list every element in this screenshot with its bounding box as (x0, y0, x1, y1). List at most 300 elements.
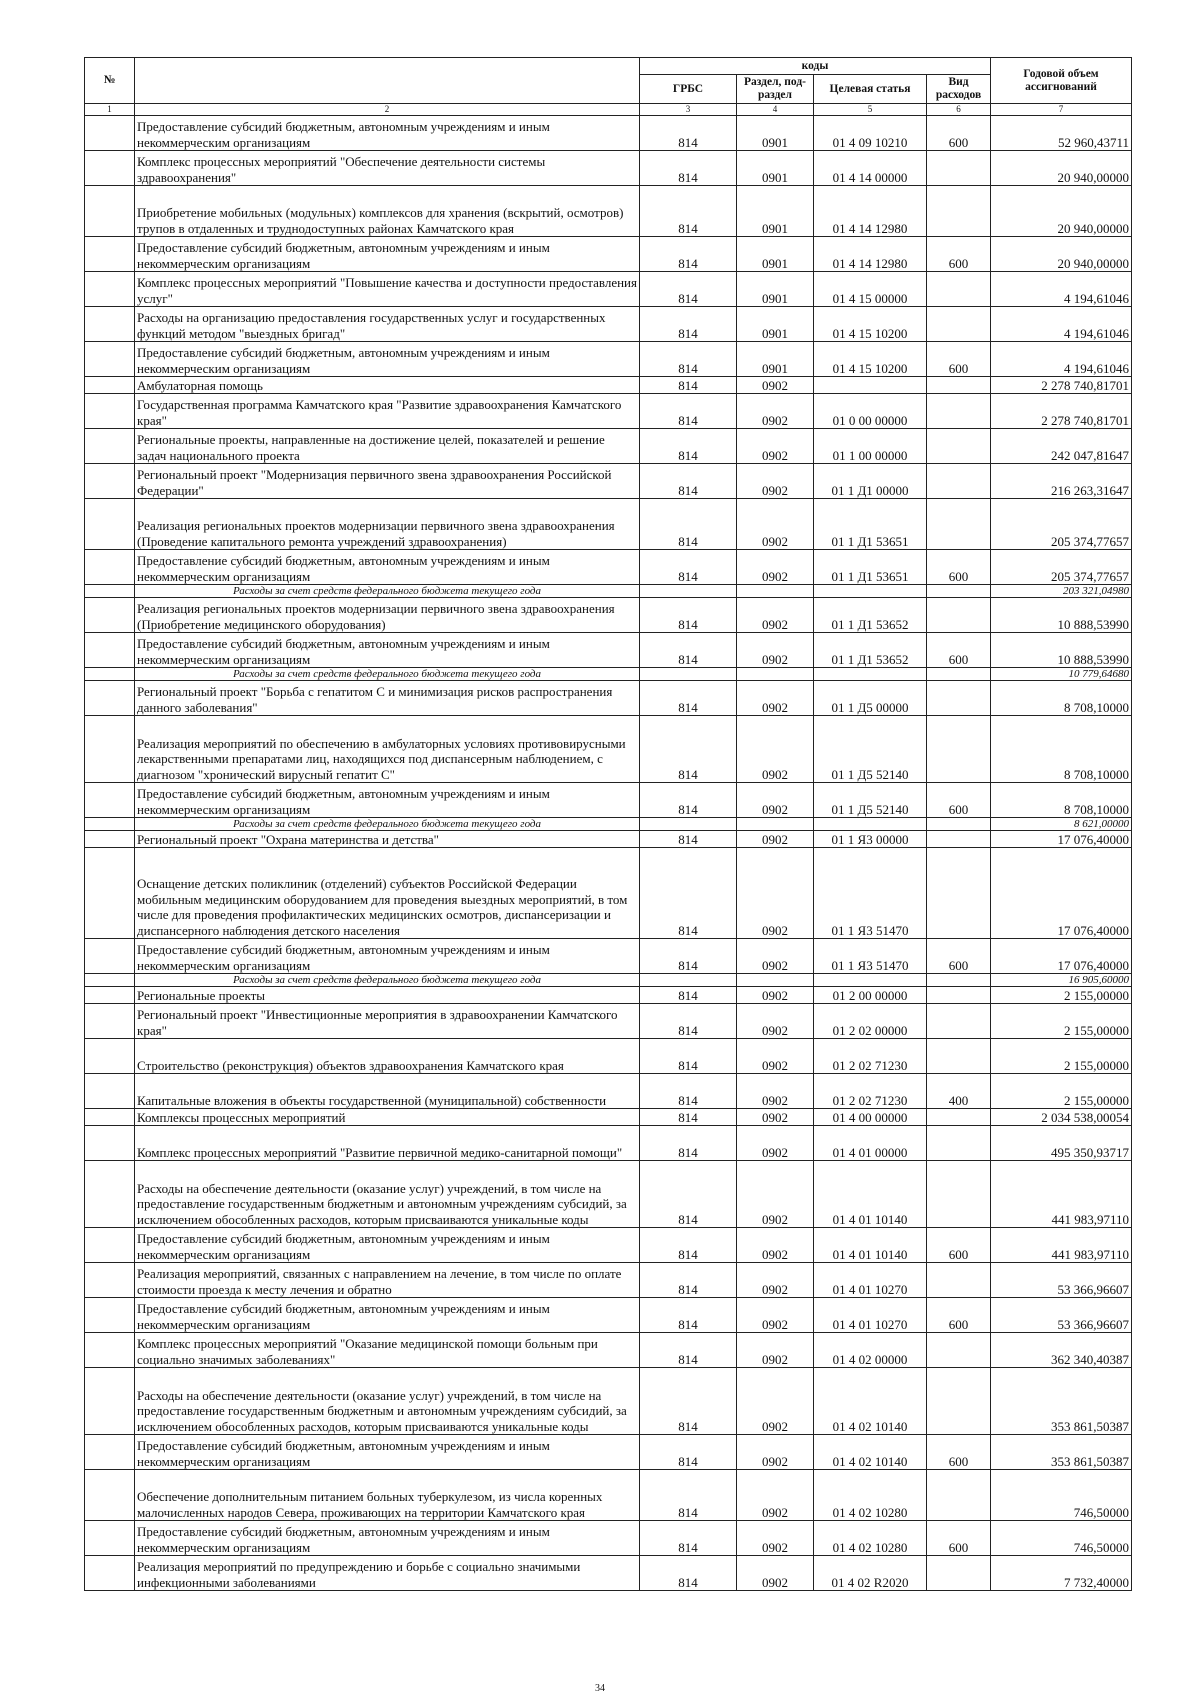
row-vid-cell: 600 (927, 1435, 991, 1470)
row-vid-cell (927, 1161, 991, 1228)
row-razdel-cell: 0902 (737, 1368, 814, 1435)
row-target-cell (814, 377, 927, 394)
row-razdel-cell: 0901 (737, 342, 814, 377)
row-num-cell (85, 987, 135, 1004)
table-row (85, 1126, 1132, 1161)
row-vid-cell: 600 (927, 633, 991, 668)
row-target-cell: 01 2 00 00000 (814, 987, 927, 1004)
row-num-cell (85, 1435, 135, 1470)
table-row (85, 550, 1132, 585)
row-razdel-cell: 0901 (737, 186, 814, 237)
column-number: 5 (814, 104, 927, 116)
row-num-cell (85, 1333, 135, 1368)
row-razdel-cell: 0902 (737, 633, 814, 668)
row-num-cell (85, 550, 135, 585)
row-razdel-cell: 0902 (737, 598, 814, 633)
row-target-cell: 01 1 Д1 53651 (814, 499, 927, 550)
row-num-cell (85, 116, 135, 151)
row-amount-cell: 20 940,00000 (991, 237, 1132, 272)
row-amount-cell: 495 350,93717 (991, 1126, 1132, 1161)
row-target-cell: 01 1 Д1 53651 (814, 550, 927, 585)
row-vid-cell (927, 1556, 991, 1591)
row-grbs-cell (640, 585, 737, 598)
row-amount-cell: 8 621,00000 (991, 818, 1132, 831)
row-amount-cell: 17 076,40000 (991, 939, 1132, 974)
table-row (85, 499, 1132, 550)
row-num-cell (85, 939, 135, 974)
row-target-cell: 01 4 15 00000 (814, 272, 927, 307)
federal-budget-row (85, 668, 1132, 681)
row-name-cell: Региональные проекты, направленные на достижение целей, показателей и решение задач национального проекта (135, 429, 640, 464)
row-grbs-cell: 814 (640, 1039, 737, 1074)
row-num-cell (85, 499, 135, 550)
table-row (85, 151, 1132, 186)
row-razdel-cell: 0902 (737, 716, 814, 783)
row-num-cell (85, 598, 135, 633)
table-row (85, 1228, 1132, 1263)
row-name-cell: Региональные проекты (135, 987, 640, 1004)
header-target: Целевая статья (814, 75, 927, 104)
row-name-cell: Предоставление субсидий бюджетным, автономным учреждениям и иным некоммерческим организациям (135, 939, 640, 974)
row-grbs-cell: 814 (640, 307, 737, 342)
table-row (85, 939, 1132, 974)
row-name-cell: Реализация региональных проектов модернизации первичного звена здравоохранения (Проведение капитального ремонта учреждений здравоохранения) (135, 499, 640, 550)
row-grbs-cell: 814 (640, 831, 737, 848)
row-razdel-cell: 0902 (737, 1298, 814, 1333)
row-vid-cell (927, 186, 991, 237)
row-grbs-cell: 814 (640, 1435, 737, 1470)
row-name-cell: Предоставление субсидий бюджетным, автономным учреждениям и иным некоммерческим организациям (135, 633, 640, 668)
row-razdel-cell: 0902 (737, 1161, 814, 1228)
row-name-cell: Оснащение детских поликлиник (отделений) субъектов Российской Федерации мобильным медицинским оборудованием для проведения выездных мероприятий, в том числе для проведения профилактических медицинских осмотров, диспансеризации и диспансерного наблюдения детского населения (135, 848, 640, 939)
row-amount-cell: 2 034 538,00054 (991, 1109, 1132, 1126)
row-razdel-cell: 0901 (737, 151, 814, 186)
table-row (85, 1004, 1132, 1039)
row-grbs-cell: 814 (640, 377, 737, 394)
row-num-cell (85, 1039, 135, 1074)
row-razdel-cell: 0902 (737, 1228, 814, 1263)
row-name-cell: Предоставление субсидий бюджетным, автономным учреждениям и иным некоммерческим организациям (135, 116, 640, 151)
row-target-cell (814, 668, 927, 681)
row-grbs-cell: 814 (640, 1161, 737, 1228)
row-amount-cell: 2 278 740,81701 (991, 377, 1132, 394)
row-razdel-cell: 0902 (737, 1263, 814, 1298)
row-name-cell: Комплекс процессных мероприятий "Повышение качества и доступности предоставления услуг" (135, 272, 640, 307)
row-num-cell (85, 848, 135, 939)
row-target-cell: 01 4 02 10140 (814, 1368, 927, 1435)
row-grbs-cell: 814 (640, 151, 737, 186)
row-target-cell: 01 4 02 10140 (814, 1435, 927, 1470)
row-num-cell (85, 1126, 135, 1161)
row-target-cell: 01 1 00 00000 (814, 429, 927, 464)
row-name-cell: Региональный проект "Охрана материнства и детства" (135, 831, 640, 848)
row-amount-cell: 4 194,61046 (991, 272, 1132, 307)
row-vid-cell (927, 429, 991, 464)
row-name-cell: Предоставление субсидий бюджетным, автономным учреждениям и иным некоммерческим организациям (135, 1521, 640, 1556)
row-vid-cell (927, 1109, 991, 1126)
table-row (85, 272, 1132, 307)
table-row (85, 237, 1132, 272)
row-grbs-cell: 814 (640, 429, 737, 464)
row-razdel-cell: 0902 (737, 1074, 814, 1109)
row-grbs-cell: 814 (640, 394, 737, 429)
row-vid-cell (927, 831, 991, 848)
table-row (85, 1435, 1132, 1470)
row-target-cell (814, 974, 927, 987)
table-row (85, 342, 1132, 377)
row-name-cell: Расходы на организацию предоставления государственных услуг и государственных функций методом "выездных бригад" (135, 307, 640, 342)
row-razdel-cell: 0902 (737, 394, 814, 429)
row-target-cell: 01 1 Я3 51470 (814, 939, 927, 974)
row-target-cell: 01 4 01 10140 (814, 1161, 927, 1228)
row-name-cell: Амбулаторная помощь (135, 377, 640, 394)
row-name-cell: Расходы на обеспечение деятельности (оказание услуг) учреждений, в том числе на предоставление государственным бюджетным и автономным учреждениям субсидий, за исключением обособленных расходов, которым присваиваются уникальные коды (135, 1161, 640, 1228)
table-row (85, 1039, 1132, 1074)
column-number-row (85, 104, 1132, 116)
column-number: 7 (991, 104, 1132, 116)
row-target-cell (814, 818, 927, 831)
row-grbs-cell: 814 (640, 1521, 737, 1556)
row-grbs-cell (640, 668, 737, 681)
row-amount-cell: 203 321,04980 (991, 585, 1132, 598)
row-target-cell: 01 4 01 10270 (814, 1298, 927, 1333)
row-razdel-cell: 0902 (737, 783, 814, 818)
table-row (85, 831, 1132, 848)
row-target-cell: 01 4 02 R2020 (814, 1556, 927, 1591)
row-target-cell: 01 4 00 00000 (814, 1109, 927, 1126)
row-num-cell (85, 1368, 135, 1435)
row-razdel-cell: 0902 (737, 377, 814, 394)
row-vid-cell: 600 (927, 1298, 991, 1333)
row-vid-cell (927, 716, 991, 783)
row-vid-cell (927, 1470, 991, 1521)
row-razdel-cell: 0902 (737, 464, 814, 499)
row-amount-cell: 8 708,10000 (991, 681, 1132, 716)
row-name-cell: Обеспечение дополнительным питанием больных туберкулезом, из числа коренных малочисленных народов Севера, проживающих на территории Камчатского края (135, 1470, 640, 1521)
row-razdel-cell: 0901 (737, 272, 814, 307)
row-vid-cell (927, 307, 991, 342)
row-amount-cell: 17 076,40000 (991, 848, 1132, 939)
row-vid-cell (927, 151, 991, 186)
table-row (85, 598, 1132, 633)
row-amount-cell: 441 983,97110 (991, 1228, 1132, 1263)
row-grbs-cell: 814 (640, 939, 737, 974)
row-target-cell: 01 4 15 10200 (814, 342, 927, 377)
row-amount-cell: 10 888,53990 (991, 598, 1132, 633)
row-name-cell: Расходы за счет средств федерального бюджета текущего года (135, 818, 640, 831)
row-name-cell: Капитальные вложения в объекты государственной (муниципальной) собственности (135, 1074, 640, 1109)
row-amount-cell: 8 708,10000 (991, 783, 1132, 818)
row-grbs-cell: 814 (640, 237, 737, 272)
table-row (85, 116, 1132, 151)
row-num-cell (85, 974, 135, 987)
row-target-cell: 01 1 Д1 00000 (814, 464, 927, 499)
row-name-cell: Реализация мероприятий, связанных с направлением на лечение, в том числе по оплате стоимости проезда к месту лечения и обратно (135, 1263, 640, 1298)
row-target-cell: 01 2 02 00000 (814, 1004, 927, 1039)
row-name-cell: Предоставление субсидий бюджетным, автономным учреждениям и иным некоммерческим организациям (135, 237, 640, 272)
row-razdel-cell: 0902 (737, 831, 814, 848)
header-codes: коды (640, 58, 991, 75)
row-amount-cell: 10 888,53990 (991, 633, 1132, 668)
row-vid-cell (927, 1333, 991, 1368)
row-vid-cell (927, 598, 991, 633)
row-grbs-cell: 814 (640, 1074, 737, 1109)
row-target-cell: 01 4 01 10270 (814, 1263, 927, 1298)
row-target-cell: 01 4 02 10280 (814, 1470, 927, 1521)
row-grbs-cell: 814 (640, 598, 737, 633)
row-grbs-cell: 814 (640, 848, 737, 939)
row-num-cell (85, 1228, 135, 1263)
row-razdel-cell: 0902 (737, 550, 814, 585)
header-vid: Вид расходов (927, 75, 991, 104)
row-razdel-cell: 0902 (737, 987, 814, 1004)
row-amount-cell: 2 278 740,81701 (991, 394, 1132, 429)
row-razdel-cell (737, 585, 814, 598)
row-amount-cell: 441 983,97110 (991, 1161, 1132, 1228)
row-vid-cell (927, 585, 991, 598)
row-target-cell: 01 1 Я3 00000 (814, 831, 927, 848)
column-number: 3 (640, 104, 737, 116)
row-num-cell (85, 783, 135, 818)
row-target-cell: 01 1 Д5 52140 (814, 716, 927, 783)
row-num-cell (85, 1521, 135, 1556)
row-name-cell: Комплексы процессных мероприятий (135, 1109, 640, 1126)
row-amount-cell: 242 047,81647 (991, 429, 1132, 464)
row-num-cell (85, 681, 135, 716)
row-num-cell (85, 342, 135, 377)
row-razdel-cell: 0902 (737, 939, 814, 974)
table-row (85, 1521, 1132, 1556)
federal-budget-row (85, 818, 1132, 831)
row-num-cell (85, 377, 135, 394)
row-target-cell: 01 4 14 12980 (814, 186, 927, 237)
row-num-cell (85, 237, 135, 272)
row-vid-cell (927, 1263, 991, 1298)
table-row (85, 1333, 1132, 1368)
row-target-cell: 01 1 Я3 51470 (814, 848, 927, 939)
row-num-cell (85, 668, 135, 681)
row-target-cell: 01 2 02 71230 (814, 1074, 927, 1109)
row-razdel-cell: 0902 (737, 1109, 814, 1126)
row-amount-cell: 17 076,40000 (991, 831, 1132, 848)
row-razdel-cell: 0902 (737, 1126, 814, 1161)
row-razdel-cell (737, 974, 814, 987)
table-row (85, 633, 1132, 668)
row-grbs-cell: 814 (640, 1109, 737, 1126)
header-razdel: Раздел, под-раздел (737, 75, 814, 104)
row-vid-cell (927, 499, 991, 550)
row-vid-cell (927, 974, 991, 987)
table-row (85, 394, 1132, 429)
row-target-cell: 01 1 Д5 00000 (814, 681, 927, 716)
column-number: 2 (135, 104, 640, 116)
row-vid-cell: 400 (927, 1074, 991, 1109)
row-vid-cell: 600 (927, 939, 991, 974)
row-grbs-cell: 814 (640, 1263, 737, 1298)
row-razdel-cell (737, 668, 814, 681)
budget-table-sheet (84, 57, 1131, 1591)
row-grbs-cell: 814 (640, 1333, 737, 1368)
row-vid-cell (927, 1126, 991, 1161)
row-amount-cell: 205 374,77657 (991, 499, 1132, 550)
row-target-cell: 01 4 02 10280 (814, 1521, 927, 1556)
row-num-cell (85, 1074, 135, 1109)
row-amount-cell: 2 155,00000 (991, 1074, 1132, 1109)
row-name-cell: Предоставление субсидий бюджетным, автономным учреждениям и иным некоммерческим организациям (135, 783, 640, 818)
row-razdel-cell: 0902 (737, 1333, 814, 1368)
row-num-cell (85, 151, 135, 186)
row-num-cell (85, 1470, 135, 1521)
row-name-cell: Региональный проект "Борьба с гепатитом С и минимизация рисков распространения данного заболевания" (135, 681, 640, 716)
row-name-cell: Государственная программа Камчатского края "Развитие здравоохранения Камчатского края" (135, 394, 640, 429)
table-row (85, 1368, 1132, 1435)
header-name (135, 58, 640, 104)
row-grbs-cell: 814 (640, 1126, 737, 1161)
row-num-cell (85, 186, 135, 237)
row-razdel-cell: 0901 (737, 237, 814, 272)
row-grbs-cell: 814 (640, 550, 737, 585)
row-amount-cell: 20 940,00000 (991, 151, 1132, 186)
table-row (85, 464, 1132, 499)
row-name-cell: Расходы за счет средств федерального бюджета текущего года (135, 668, 640, 681)
row-razdel-cell: 0902 (737, 429, 814, 464)
row-grbs-cell: 814 (640, 186, 737, 237)
table-row (85, 1161, 1132, 1228)
row-razdel-cell: 0902 (737, 1004, 814, 1039)
row-num-cell (85, 272, 135, 307)
row-vid-cell (927, 272, 991, 307)
row-target-cell: 01 0 00 00000 (814, 394, 927, 429)
row-target-cell: 01 1 Д1 53652 (814, 633, 927, 668)
row-vid-cell (927, 681, 991, 716)
row-num-cell (85, 464, 135, 499)
row-vid-cell (927, 377, 991, 394)
row-target-cell: 01 4 01 10140 (814, 1228, 927, 1263)
row-target-cell: 01 1 Д1 53652 (814, 598, 927, 633)
row-vid-cell: 600 (927, 342, 991, 377)
row-amount-cell: 746,50000 (991, 1470, 1132, 1521)
row-amount-cell: 52 960,43711 (991, 116, 1132, 151)
row-grbs-cell: 814 (640, 1556, 737, 1591)
row-name-cell: Реализация мероприятий по предупреждению и борьбе с социально значимыми инфекционными заболеваниями (135, 1556, 640, 1591)
row-amount-cell: 216 263,31647 (991, 464, 1132, 499)
table-row (85, 1263, 1132, 1298)
table-row (85, 1298, 1132, 1333)
header-num: № (85, 58, 135, 104)
row-name-cell: Предоставление субсидий бюджетным, автономным учреждениям и иным некоммерческим организациям (135, 1298, 640, 1333)
row-name-cell: Приобретение мобильных (модульных) комплексов для хранения (вскрытий, осмотров) трупов в отдаленных и труднодоступных районах Камчатского края (135, 186, 640, 237)
row-name-cell: Комплекс процессных мероприятий "Обеспечение деятельности системы здравоохранения" (135, 151, 640, 186)
row-name-cell: Региональный проект "Инвестиционные мероприятия в здравоохранении Камчатского края" (135, 1004, 640, 1039)
row-name-cell: Комплекс процессных мероприятий "Развитие первичной медико-санитарной помощи" (135, 1126, 640, 1161)
column-number: 1 (85, 104, 135, 116)
row-amount-cell: 353 861,50387 (991, 1435, 1132, 1470)
row-amount-cell: 53 366,96607 (991, 1263, 1132, 1298)
row-grbs-cell: 814 (640, 1004, 737, 1039)
row-razdel-cell: 0902 (737, 1435, 814, 1470)
row-vid-cell (927, 848, 991, 939)
row-name-cell: Предоставление субсидий бюджетным, автономным учреждениям и иным некоммерческим организациям (135, 550, 640, 585)
row-grbs-cell: 814 (640, 681, 737, 716)
row-num-cell (85, 1161, 135, 1228)
row-num-cell (85, 394, 135, 429)
row-grbs-cell (640, 818, 737, 831)
page-number: 34 (595, 1683, 605, 1694)
row-grbs-cell: 814 (640, 342, 737, 377)
row-target-cell: 01 2 02 71230 (814, 1039, 927, 1074)
row-vid-cell: 600 (927, 1228, 991, 1263)
row-num-cell (85, 818, 135, 831)
row-target-cell: 01 4 09 10210 (814, 116, 927, 151)
row-target-cell (814, 585, 927, 598)
column-number: 4 (737, 104, 814, 116)
budget-allocation-table (84, 57, 1132, 1591)
row-amount-cell: 2 155,00000 (991, 1039, 1132, 1074)
row-amount-cell: 362 340,40387 (991, 1333, 1132, 1368)
row-vid-cell (927, 987, 991, 1004)
row-grbs-cell: 814 (640, 1470, 737, 1521)
table-row (85, 429, 1132, 464)
table-row (85, 1556, 1132, 1591)
row-vid-cell (927, 1368, 991, 1435)
row-razdel-cell: 0901 (737, 116, 814, 151)
column-number: 6 (927, 104, 991, 116)
row-num-cell (85, 307, 135, 342)
row-amount-cell: 2 155,00000 (991, 987, 1132, 1004)
row-name-cell: Предоставление субсидий бюджетным, автономным учреждениям и иным некоммерческим организациям (135, 342, 640, 377)
row-vid-cell (927, 668, 991, 681)
table-row (85, 783, 1132, 818)
row-amount-cell: 7 732,40000 (991, 1556, 1132, 1591)
row-target-cell: 01 4 14 00000 (814, 151, 927, 186)
row-name-cell: Расходы за счет средств федерального бюджета текущего года (135, 974, 640, 987)
row-target-cell: 01 1 Д5 52140 (814, 783, 927, 818)
row-razdel-cell: 0902 (737, 1521, 814, 1556)
row-grbs-cell: 814 (640, 633, 737, 668)
row-name-cell: Предоставление субсидий бюджетным, автономным учреждениям и иным некоммерческим организациям (135, 1435, 640, 1470)
table-row (85, 1074, 1132, 1109)
row-razdel-cell: 0901 (737, 307, 814, 342)
row-grbs-cell: 814 (640, 1368, 737, 1435)
row-amount-cell: 16 905,60000 (991, 974, 1132, 987)
row-target-cell: 01 4 02 00000 (814, 1333, 927, 1368)
table-row (85, 848, 1132, 939)
row-grbs-cell: 814 (640, 464, 737, 499)
table-body (85, 116, 1132, 1591)
row-name-cell: Региональный проект "Модернизация первичного звена здравоохранения Российской Федерации" (135, 464, 640, 499)
row-vid-cell (927, 1039, 991, 1074)
row-amount-cell: 2 155,00000 (991, 1004, 1132, 1039)
row-razdel-cell: 0902 (737, 1470, 814, 1521)
row-vid-cell: 600 (927, 550, 991, 585)
row-razdel-cell (737, 818, 814, 831)
row-amount-cell: 4 194,61046 (991, 307, 1132, 342)
row-target-cell: 01 4 01 00000 (814, 1126, 927, 1161)
row-target-cell: 01 4 14 12980 (814, 237, 927, 272)
row-grbs-cell: 814 (640, 116, 737, 151)
table-row (85, 377, 1132, 394)
row-grbs-cell: 814 (640, 1228, 737, 1263)
federal-budget-row (85, 974, 1132, 987)
row-amount-cell: 353 861,50387 (991, 1368, 1132, 1435)
row-grbs-cell: 814 (640, 987, 737, 1004)
row-name-cell: Строительство (реконструкция) объектов здравоохранения Камчатского края (135, 1039, 640, 1074)
table-row (85, 307, 1132, 342)
row-num-cell (85, 1263, 135, 1298)
row-num-cell (85, 1004, 135, 1039)
row-name-cell: Реализация региональных проектов модернизации первичного звена здравоохранения (Приобретение медицинского оборудования) (135, 598, 640, 633)
row-razdel-cell: 0902 (737, 1556, 814, 1591)
